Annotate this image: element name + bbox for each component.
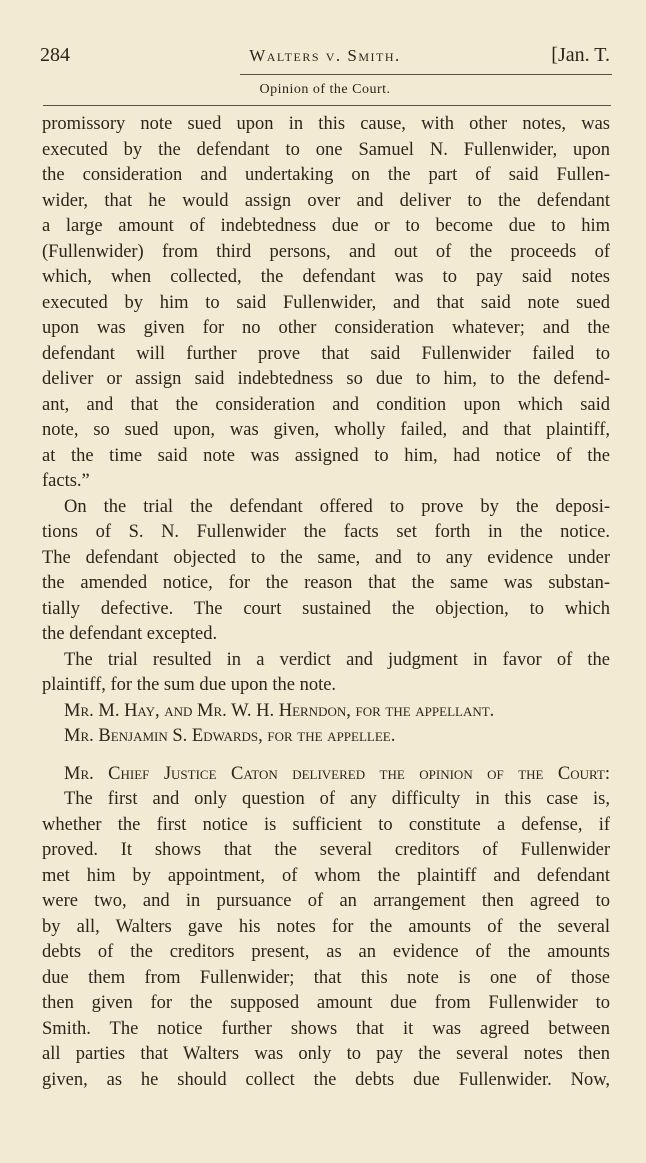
text-line: The defendant objected to the same, and to any evidence under	[42, 547, 610, 568]
text-line: proved. It shows that the several creditors of Fullenwider	[42, 840, 610, 860]
text-line: promissory note sued upon in this cause, with other notes, was	[42, 114, 610, 134]
verdict-paragraph	[42, 648, 610, 699]
term-label: [Jan. T.	[551, 44, 610, 66]
text-line: The first and only question of any difficulty in this case is,	[64, 789, 610, 809]
text-line: the consideration and undertaking on the part of said Fullen-	[42, 165, 610, 185]
counsel-appellee: Mr. Benjamin S. Edwards, for the appellee.	[64, 726, 396, 746]
text-line: then given for the supposed amount due from Fullenwider to	[42, 993, 610, 1013]
text-line: debts of the creditors present, as an evidence of the amounts	[42, 942, 610, 962]
text-line: which, when collected, the defendant was to pay said notes	[42, 267, 610, 287]
text-line: Smith. The notice further shows that it was agreed between	[42, 1018, 610, 1039]
text-line: defendant will further prove that said Fullenwider failed to	[42, 343, 610, 364]
text-line: executed by him to said Fullenwider, and that said note sued	[42, 292, 610, 313]
notice-paragraph	[42, 112, 610, 495]
counsel-appellant: Mr. M. Hay, and Mr. W. H. Herndon, for the appellant.	[64, 700, 495, 721]
subhead-rule	[43, 105, 611, 106]
text-line: were two, and in pursuance of an arrangement then agreed to	[42, 891, 610, 911]
text-line: (Fullenwider) from third persons, and out of the proceeds of	[42, 241, 610, 262]
text-line: plaintiff, for the sum due upon the note.	[42, 675, 337, 695]
text-line: by all, Walters gave his notes for the amounts of the several	[42, 916, 610, 937]
opinion-paragraph	[42, 787, 610, 1093]
text-line: due them from Fullenwider; that this note is one of those	[42, 967, 610, 988]
text-line: all parties that Walters was only to pay the several notes then	[42, 1044, 610, 1064]
body-text	[42, 112, 610, 1093]
text-line: at the time said note was assigned to him, had notice of the	[42, 445, 610, 466]
paragraph-gap	[42, 750, 610, 762]
text-line: met him by appointment, of whom the plaintiff and defendant	[42, 865, 610, 886]
section-subhead: Opinion of the Court.	[259, 82, 391, 97]
header-rule	[240, 74, 612, 75]
text-line: ant, and that the consideration and condition upon which said	[42, 394, 610, 415]
text-line: facts.”	[42, 471, 90, 491]
text-line: tially defective. The court sustained the objection, to which	[42, 598, 610, 619]
text-line: wider, that he would assign over and deliver to the defendant	[42, 190, 610, 211]
case-title: Walters v. Smith.	[249, 46, 401, 65]
text-line: note, so sued upon, was given, wholly failed, and that plaintiff,	[42, 420, 610, 440]
text-line: The trial resulted in a verdict and judgment in favor of the	[64, 649, 610, 670]
text-line: executed by the defendant to one Samuel N. Fullenwider, upon	[42, 139, 610, 160]
text-line: deliver or assign said indebtedness so due to him, to the defend-	[42, 369, 610, 389]
text-line: a large amount of indebtedness due or to become due to him	[42, 216, 610, 236]
running-head	[40, 44, 610, 74]
text-line: upon was given for no other consideration whatever; and the	[42, 318, 610, 338]
page-number: 284	[40, 44, 70, 66]
text-line: tions of S. N. Fullenwider the facts set forth in the notice.	[42, 522, 610, 542]
text-line: On the trial the defendant offered to prove by the deposi-	[64, 496, 610, 517]
trial-paragraph	[42, 495, 610, 648]
text-line: the defendant excepted.	[42, 624, 218, 644]
text-line: given, as he should collect the debts due Fullenwider. Now,	[42, 1069, 610, 1090]
text-line: whether the first notice is sufficient to constitute a defense, if	[42, 814, 610, 835]
text-line: the amended notice, for the reason that the same was substan-	[42, 573, 610, 593]
opinion-intro: Mr. Chief Justice Caton delivered the opinion of the Court:	[64, 763, 610, 784]
